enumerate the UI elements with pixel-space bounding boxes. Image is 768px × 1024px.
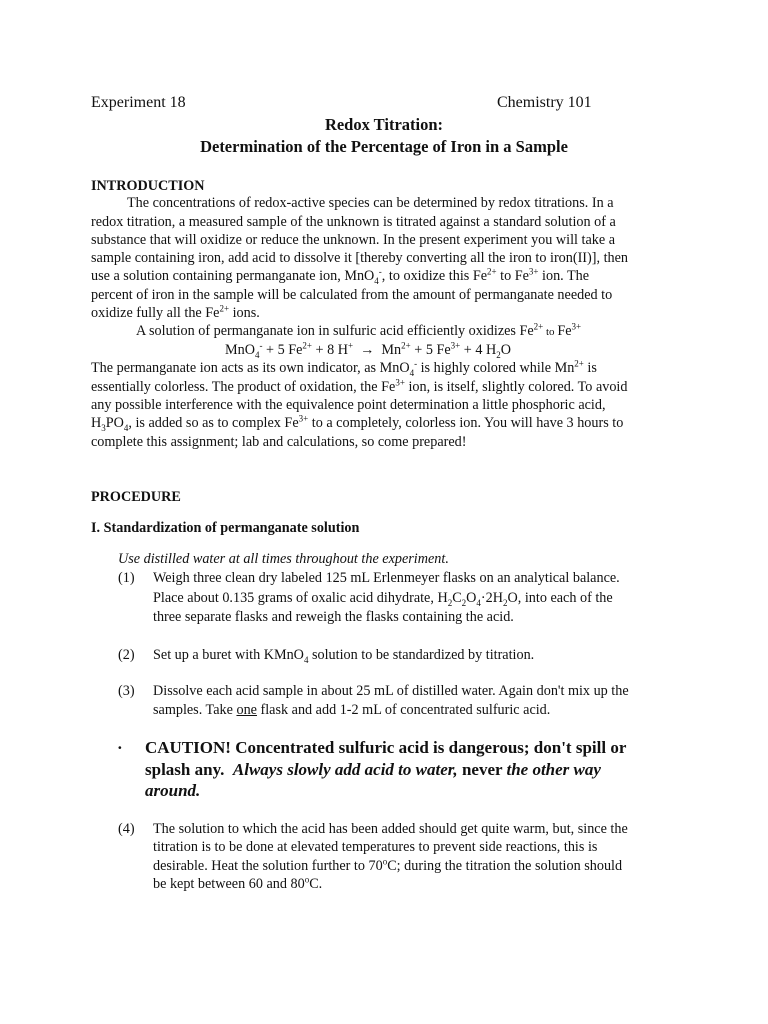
section-1-heading: I. Standardization of permanganate solution: [91, 520, 360, 536]
intro-line-12: any possible interference with the equivalence point determination a little phosphoric acid,: [91, 397, 606, 413]
caution-bullet: ·: [117, 738, 123, 757]
intro-line-14: complete this assignment; lab and calculations, so come prepared!: [91, 434, 467, 450]
intro-line-1: The concentrations of redox-active species can be determined by redox titrations. In a: [127, 195, 614, 211]
caution-line-2: splash any. Always slowly add acid to water, never the other way: [145, 760, 601, 779]
step-1-line-3: three separate flasks and reweigh the flasks containing the acid.: [153, 609, 514, 625]
redox-equation: MnO$_4$- + 5 $Fe^{2+} + 8$ $H^+ \to Mn^{2+} + 5$ $Fe^{3+} + 4$ $H_2O$: [225, 340, 511, 360]
intro-line-2: redox titration, a measured sample of the unknown is titrated against a standard solution of a: [91, 214, 616, 230]
step-3-line-2: samples. Take one flask and add 1-2 mL of concentrated sulfuric acid.: [153, 702, 551, 718]
step-4-line-2: titration is to be done at elevated temperatures to prevent side reactions, this is: [153, 839, 598, 855]
step-1-line-1: Weigh three clean dry labeled 125 mL Erlenmeyer flasks on an analytical balance.: [153, 570, 620, 586]
step-1-line-2: Place about 0.135 grams of oxalic acid dihydrate, $H_2C_2O_4\cdot 2H_2O$, into each of the: [153, 590, 613, 608]
introduction-heading: INTRODUCTION: [91, 178, 205, 194]
intro-line-3: substance that will oxidize or reduce the unknown. In the present experiment you will take a: [91, 232, 615, 248]
step-2-number: (2): [118, 647, 135, 663]
distilled-water-note: Use distilled water at all times throughout the experiment.: [118, 551, 449, 567]
caution-line-3: around.: [145, 781, 201, 800]
step-4-line-1: The solution to which the acid has been added should get quite warm, but, since the: [153, 821, 628, 837]
step-3-line-1: Dissolve each acid sample in about 25 mL of distilled water. Again don't mix up the: [153, 683, 629, 699]
reaction-arrow: →: [353, 342, 382, 358]
intro-line-8: A solution of permanganate ion in sulfuric acid efficiently oxidizes $Fe^{2+}$ to $Fe^{3+}$: [136, 321, 582, 339]
step-2-text: Set up a buret with KMnO$_4$ solution to be standardized by titration.: [153, 647, 535, 665]
intro-line-10: The permanganate ion acts as its own indicator, as MnO$_4$- is highly colored while $Mn^{2+}$ is: [91, 358, 597, 378]
intro-line-13: $H_3PO_4$, is added so as to complex $Fe^{3+}$ to a completely, colorless ion. You will have 3 hours to: [91, 413, 624, 433]
intro-line-5: use a solution containing permanganate ion, MnO$_4$-, to oxidize this $Fe^{2+}$ to $Fe^{3+}$ ion. The: [91, 266, 590, 286]
page-subtitle: Determination of the Percentage of Iron in a Sample: [200, 137, 568, 156]
caution-line-1: CAUTION! Concentrated sulfuric acid is dangerous; don't spill or: [145, 738, 627, 757]
procedure-heading: PROCEDURE: [91, 489, 181, 505]
step-4-number: (4): [118, 821, 135, 837]
step-4-line-4: be kept between 60 and 80$^o$C.: [153, 874, 323, 892]
intro-line-4: sample containing iron, add acid to dissolve it [thereby converting all the iron to iron(II)], then: [91, 250, 629, 266]
course-name: Chemistry 101: [497, 94, 592, 111]
step-1-number: (1): [118, 570, 135, 586]
intro-line-11: essentially colorless. The product of oxidation, the $Fe^{3+}$ ion, is itself, slightly colored. To avoid: [91, 377, 628, 395]
intro-line-7: oxidize fully all the $Fe^{2+}$ ions.: [91, 303, 260, 321]
step-3-number: (3): [118, 683, 135, 699]
step-4-line-3: desirable. Heat the solution further to 70$^o$C; during the titration the solution should: [153, 856, 623, 874]
intro-line-6: percent of iron in the sample will be calculated from the amount of permanganate needed to: [91, 287, 613, 303]
experiment-number: Experiment 18: [91, 94, 186, 111]
page-title: Redox Titration:: [324, 115, 444, 134]
